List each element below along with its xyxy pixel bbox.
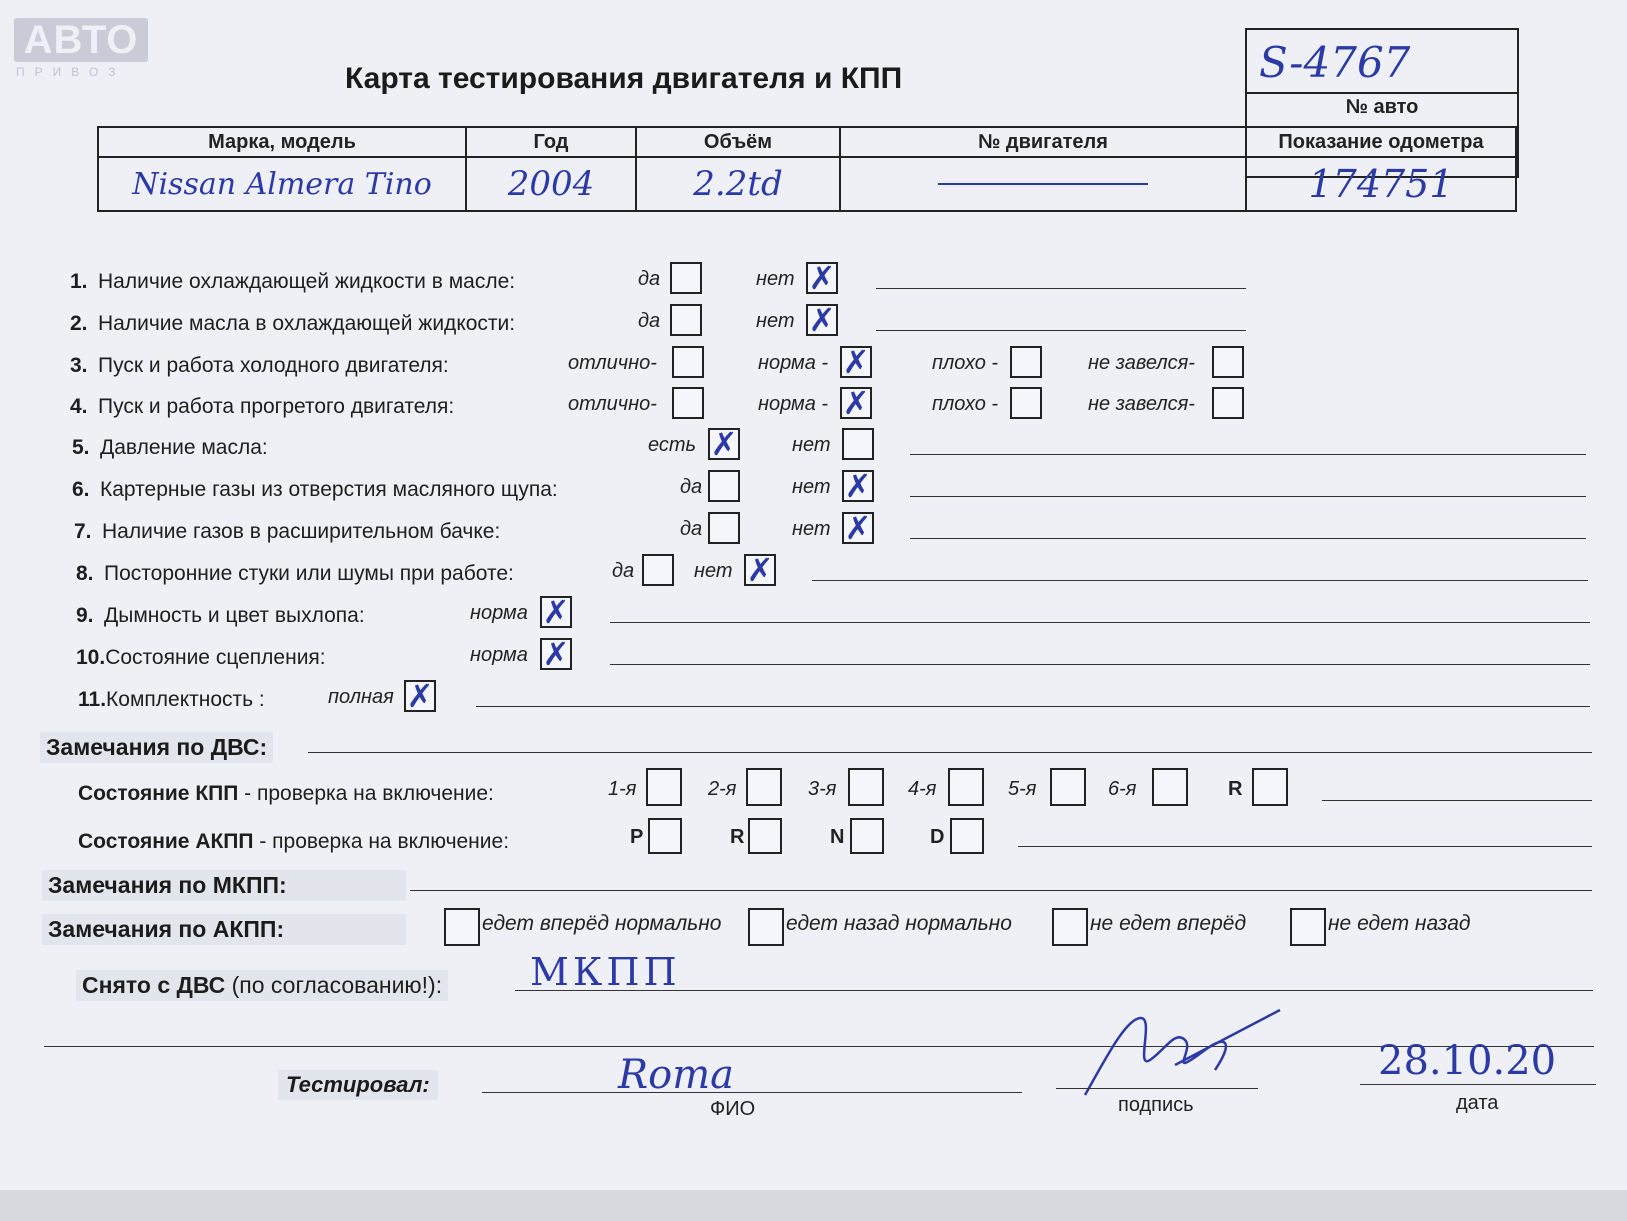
checklist-notes-line[interactable] xyxy=(876,288,1246,289)
akpp-position-label: P xyxy=(630,826,644,848)
option-label: норма - xyxy=(758,393,829,415)
akpp-remark-checkbox[interactable] xyxy=(444,908,480,946)
option-label: нет xyxy=(792,434,831,456)
page-title: Карта тестирования двигателя и КПП xyxy=(345,62,903,95)
option-checkbox[interactable] xyxy=(670,304,702,336)
option-checkbox[interactable] xyxy=(670,262,702,294)
separator-line xyxy=(44,1046,1594,1047)
year-field[interactable]: 2004 xyxy=(466,157,636,211)
checklist-item-number: 8. xyxy=(76,562,94,585)
vehicle-info-header-row xyxy=(98,127,1516,157)
engine-number-field[interactable] xyxy=(840,157,1246,211)
checklist-item-text: Наличие охлаждающей жидкости в масле: xyxy=(98,270,516,293)
checklist-item xyxy=(70,395,454,419)
option-checkbox[interactable] xyxy=(540,593,572,631)
checklist-item-text: Дымность и цвет выхлопа: xyxy=(104,604,365,627)
option-checkbox[interactable] xyxy=(744,551,776,589)
option-checkbox[interactable] xyxy=(840,343,872,381)
checklist-item-text: Состояние сцепления: xyxy=(105,646,326,669)
avto-privoz-logo: АВТО xyxy=(14,18,148,62)
remarks-mkpp-label: Замечания по МКПП: xyxy=(42,870,406,901)
avto-divider xyxy=(1247,92,1517,94)
akpp-remark-label: едет назад нормально xyxy=(786,912,1012,935)
option-checkbox[interactable] xyxy=(642,554,674,586)
signature-scribble xyxy=(1065,1000,1285,1108)
akpp-remark-checkbox[interactable] xyxy=(1052,908,1088,946)
logo-subtitle: ПРИВОЗ xyxy=(16,65,126,79)
option-label: не завелся- xyxy=(1088,352,1195,374)
akpp-position-label: R xyxy=(730,826,745,848)
checklist-item-number: 2. xyxy=(70,312,88,335)
option-label: норма xyxy=(470,644,528,666)
check-mark: ✗ xyxy=(842,384,870,422)
check-mark: ✗ xyxy=(710,425,738,463)
tested-label: Тестировал: xyxy=(278,1070,438,1100)
akpp-remark-checkbox[interactable] xyxy=(1290,908,1326,946)
option-label: плохо - xyxy=(932,393,999,415)
checklist-item-number: 5. xyxy=(72,436,90,459)
option-label: полная xyxy=(328,686,394,708)
kpp-gear-label: R xyxy=(1228,778,1243,800)
kpp-gear-label: 4-я xyxy=(908,778,937,800)
akpp-position-checkbox[interactable] xyxy=(850,818,884,854)
kpp-label-rest: - проверка на включение: xyxy=(238,782,494,805)
checklist-notes-line[interactable] xyxy=(476,706,1590,707)
option-checkbox[interactable] xyxy=(1212,346,1244,378)
avto-number-value: S-4767 xyxy=(1259,38,1411,87)
brand-model-label: Марка, модель xyxy=(98,127,466,157)
test-date[interactable]: 28.10.20 xyxy=(1378,1038,1557,1084)
option-label: да xyxy=(680,476,703,498)
checklist-item xyxy=(72,478,558,502)
vehicle-info-table xyxy=(97,126,1517,212)
checklist-item-text: Посторонние стуки или шумы при работе: xyxy=(104,562,514,585)
akpp-notes-line[interactable] xyxy=(1018,846,1592,847)
checklist-item-number: 10. xyxy=(76,646,106,669)
kpp-gear-label: 5-я xyxy=(1008,778,1037,800)
checklist-item-text: Давление масла: xyxy=(100,436,268,459)
checklist-notes-line[interactable] xyxy=(910,454,1586,455)
checklist-notes-line[interactable] xyxy=(876,330,1246,331)
checklist-item-number: 3. xyxy=(70,354,88,377)
check-mark: ✗ xyxy=(844,467,872,505)
date-caption: дата xyxy=(1456,1092,1499,1114)
odometer-label: Показание одометра xyxy=(1246,127,1516,157)
option-checkbox[interactable] xyxy=(708,425,740,463)
remarks-mkpp-line[interactable] xyxy=(410,890,1592,891)
checklist-item-number: 6. xyxy=(72,478,90,501)
option-label: нет xyxy=(792,518,831,540)
option-checkbox[interactable] xyxy=(404,677,436,715)
checklist-item xyxy=(70,312,515,336)
checklist-item-text: Картерные газы из отверстия масляного щупа: xyxy=(100,478,558,501)
option-checkbox[interactable] xyxy=(806,259,838,297)
remarks-akpp-label: Замечания по АКПП: xyxy=(42,914,406,945)
option-label: норма - xyxy=(758,352,829,374)
option-checkbox[interactable] xyxy=(842,509,874,547)
kpp-gear-label: 1-я xyxy=(608,778,637,800)
option-checkbox[interactable] xyxy=(708,512,740,544)
checklist-item-text: Пуск и работа прогретого двигателя: xyxy=(98,395,455,418)
akpp-position-label: N xyxy=(830,826,845,848)
removed-label xyxy=(76,970,448,1001)
removed-label-bold: Снято с ДВС xyxy=(82,972,226,998)
avto-number-label: № авто xyxy=(1345,96,1419,118)
check-mark: ✗ xyxy=(808,301,836,339)
kpp-gear-label: 2-я xyxy=(708,778,737,800)
akpp-position-label: D xyxy=(930,826,945,848)
check-mark: ✗ xyxy=(844,509,872,547)
checklist-item xyxy=(78,688,265,712)
option-checkbox[interactable] xyxy=(1010,346,1042,378)
vehicle-info-value-row xyxy=(98,157,1516,211)
checklist-item-number: 1. xyxy=(70,270,88,293)
checklist-item xyxy=(74,520,500,544)
checklist-item-number: 11. xyxy=(78,688,107,711)
tester-name[interactable]: Roma xyxy=(618,1052,734,1098)
option-checkbox[interactable] xyxy=(1010,387,1042,419)
option-label: не завелся- xyxy=(1088,393,1195,415)
option-checkbox[interactable] xyxy=(806,301,838,339)
check-mark: ✗ xyxy=(542,593,570,631)
akpp-remark-label: едет вперёд нормально xyxy=(482,912,722,935)
removed-line xyxy=(515,990,1593,991)
option-label: да xyxy=(612,560,635,582)
checklist-item-number: 4. xyxy=(70,395,88,418)
removed-value[interactable]: МКПП xyxy=(530,950,681,994)
akpp-check-label xyxy=(78,830,509,854)
option-checkbox[interactable] xyxy=(840,384,872,422)
option-label: нет xyxy=(756,310,795,332)
option-label: нет xyxy=(792,476,831,498)
akpp-position-checkbox[interactable] xyxy=(748,818,782,854)
checklist-notes-line[interactable] xyxy=(610,664,1590,665)
option-label: нет xyxy=(694,560,733,582)
akpp-position-checkbox[interactable] xyxy=(648,818,682,854)
brand-model-field[interactable]: Nissan Almera Tino xyxy=(98,157,466,211)
odometer-field[interactable]: 174751 xyxy=(1246,157,1516,211)
kpp-gear-checkbox[interactable] xyxy=(746,768,782,806)
option-checkbox[interactable] xyxy=(842,467,874,505)
checklist-item xyxy=(70,354,449,378)
option-label: отлично- xyxy=(568,352,657,374)
check-mark: ✗ xyxy=(746,551,774,589)
volume-field[interactable]: 2.2td xyxy=(636,157,840,211)
removed-label-rest: (по согласованию!): xyxy=(225,972,443,998)
tester-name-line xyxy=(482,1092,1022,1093)
year-label: Год xyxy=(466,127,636,157)
option-checkbox[interactable] xyxy=(540,635,572,673)
checklist-item-text: Комплектность : xyxy=(106,688,265,711)
kpp-label-bold: Состояние КПП xyxy=(78,782,239,805)
option-label: отлично- xyxy=(568,393,657,415)
checklist-item xyxy=(76,604,365,628)
option-label: да xyxy=(638,310,661,332)
check-mark: ✗ xyxy=(842,343,870,381)
signature-caption: подпись xyxy=(1118,1094,1194,1116)
date-line xyxy=(1360,1084,1596,1085)
kpp-gear-label: 6-я xyxy=(1108,778,1137,800)
kpp-gear-checkbox[interactable] xyxy=(1252,768,1288,806)
kpp-gear-checkbox[interactable] xyxy=(646,768,682,806)
checklist-item xyxy=(76,646,326,670)
checklist-item-text: Наличие масла в охлаждающей жидкости: xyxy=(98,312,516,335)
option-checkbox[interactable] xyxy=(842,428,874,460)
kpp-gear-label: 3-я xyxy=(808,778,837,800)
engine-number-dash xyxy=(938,183,1148,185)
option-checkbox[interactable] xyxy=(672,387,704,419)
checklist-item xyxy=(72,436,268,460)
kpp-gear-checkbox[interactable] xyxy=(848,768,884,806)
akpp-remark-label: не едет назад xyxy=(1328,912,1471,935)
option-checkbox[interactable] xyxy=(708,470,740,502)
checklist-notes-line[interactable] xyxy=(910,538,1586,539)
check-mark: ✗ xyxy=(542,635,570,673)
volume-label: Объём xyxy=(636,127,840,157)
option-label: плохо - xyxy=(932,352,999,374)
checklist-notes-line[interactable] xyxy=(610,622,1590,623)
check-mark: ✗ xyxy=(406,677,434,715)
tester-name-caption: ФИО xyxy=(710,1098,756,1120)
kpp-notes-line[interactable] xyxy=(1322,800,1592,801)
akpp-label-rest: - проверка на включение: xyxy=(253,830,510,853)
engine-number-label: № двигателя xyxy=(840,127,1246,157)
akpp-remark-checkbox[interactable] xyxy=(748,908,784,946)
remarks-dvs-label: Замечания по ДВС: xyxy=(40,732,273,763)
checklist-item-number: 7. xyxy=(74,520,92,543)
akpp-label-bold: Состояние АКПП xyxy=(78,830,254,853)
akpp-position-checkbox[interactable] xyxy=(950,818,984,854)
akpp-remark-label: не едет вперёд xyxy=(1090,912,1247,935)
option-label: нет xyxy=(756,268,795,290)
checklist-item-text: Пуск и работа холодного двигателя: xyxy=(98,354,449,377)
checklist-item xyxy=(70,270,515,294)
checklist-notes-line[interactable] xyxy=(910,496,1586,497)
option-label: норма xyxy=(470,602,528,624)
checklist-item-text: Наличие газов в расширительном бачке: xyxy=(102,520,501,543)
kpp-gear-checkbox[interactable] xyxy=(948,768,984,806)
kpp-check-label xyxy=(78,782,494,806)
checklist-item-number: 9. xyxy=(76,604,94,627)
option-checkbox[interactable] xyxy=(672,346,704,378)
kpp-gear-checkbox[interactable] xyxy=(1152,768,1188,806)
remarks-dvs-line[interactable] xyxy=(308,752,1592,753)
signature-line xyxy=(1056,1088,1258,1089)
option-label: есть xyxy=(648,434,697,456)
kpp-gear-checkbox[interactable] xyxy=(1050,768,1086,806)
checklist-notes-line[interactable] xyxy=(812,580,1588,581)
option-label: да xyxy=(680,518,703,540)
option-checkbox[interactable] xyxy=(1212,387,1244,419)
check-mark: ✗ xyxy=(808,259,836,297)
option-label: да xyxy=(638,268,661,290)
checklist-item xyxy=(76,562,514,586)
